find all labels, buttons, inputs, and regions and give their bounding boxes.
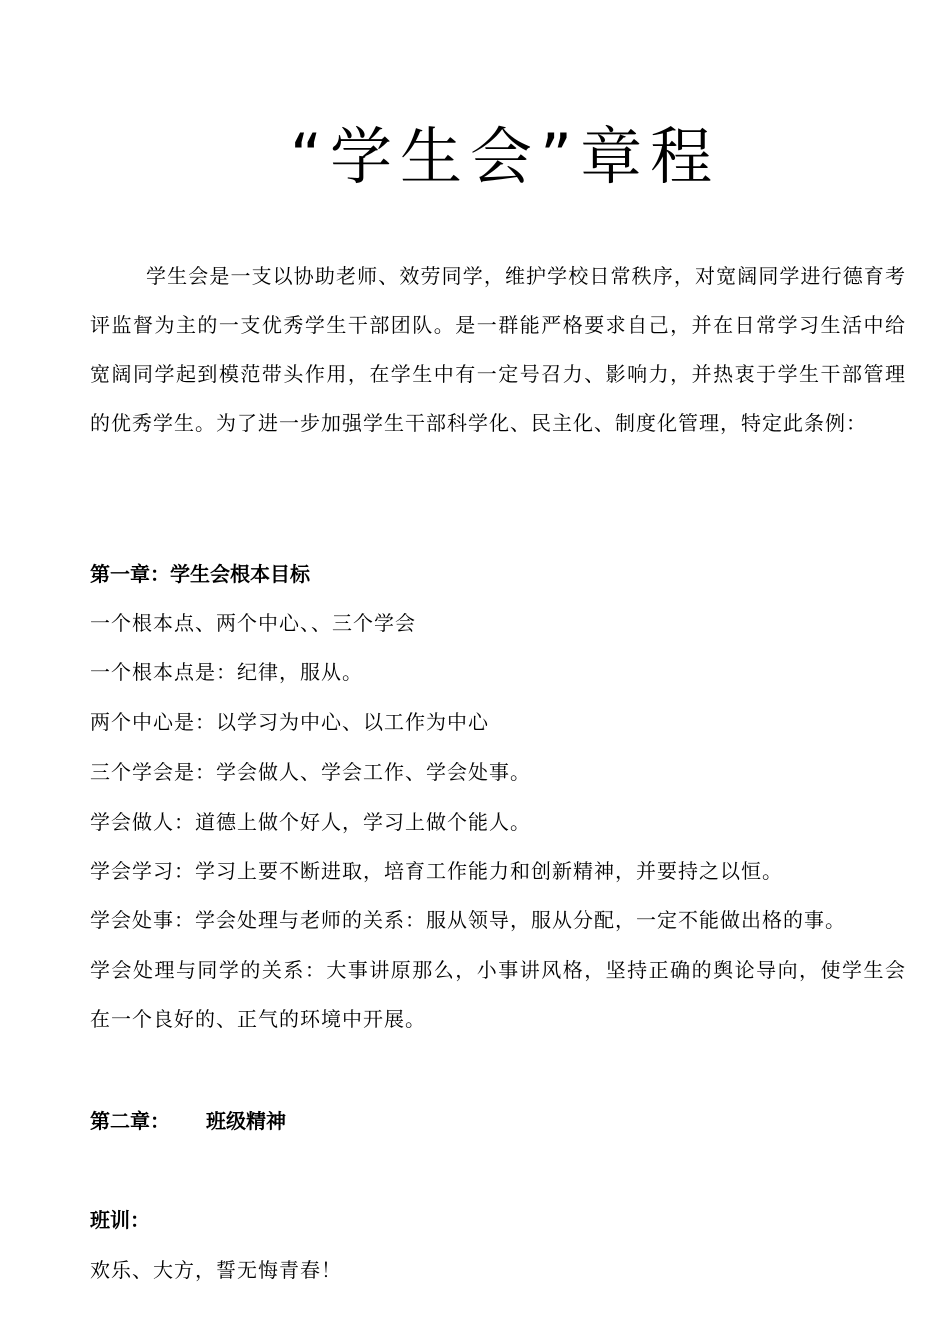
motto-text: 欢乐、大方，誓无悔青春！ (90, 1258, 342, 1282)
chapter2-heading (90, 1097, 906, 1146)
chapter1-line-2: 一个根本点是：纪律，服从。 (90, 660, 363, 684)
chapter1-line-1: 一个根本点、两个中心、、三个学会 (90, 611, 416, 635)
chapter1-line-7: 学会处事：学会处理与老师的关系：服从领导，服从分配，一定不能做出格的事。 (90, 908, 846, 932)
chapter1-line-6: 学会学习：学习上要不断进取，培育工作能力和创新精神，并要持之以恒。 (90, 859, 783, 883)
chapter1-heading: 第一章：学生会根本目标 (90, 562, 310, 586)
chapter1-line-4: 三个学会是：学会做人、学会工作、学会处事。 (90, 760, 531, 784)
chapter1-paragraph: 学会处理与同学的关系：大事讲原那么，小事讲风格，坚持正确的舆论导向，使学生会在一个良好的、正气的环境中开展。 (90, 958, 906, 1031)
chapter1-line-3: 两个中心是：以学习为中心、以工作为中心 (90, 710, 489, 734)
chapter1-line-5: 学会做人：道德上做个好人，学习上做个能人。 (90, 810, 531, 834)
page-title: “学生会”章程 (289, 120, 721, 193)
chapter2-heading-label: 第二章： (90, 1109, 170, 1133)
intro-paragraph: 学生会是一支以协助老师、效劳同学，维护学校日常秩序，对宽阔同学进行德育考评监督为主的一支优秀学生干部团队。是一群能严格要求自己，并在日常学习生活中给宽阔同学起到模范带头作用，在学生中有一定号召力、影响力，并热衷于学生干部管理的优秀学生。为了进一步加强学生干部科学化、民主化、制度化管理，特定此条例： (90, 264, 906, 435)
chapter2-heading-title: 班级精神 (206, 1109, 286, 1133)
motto-heading: 班训： (90, 1208, 150, 1232)
